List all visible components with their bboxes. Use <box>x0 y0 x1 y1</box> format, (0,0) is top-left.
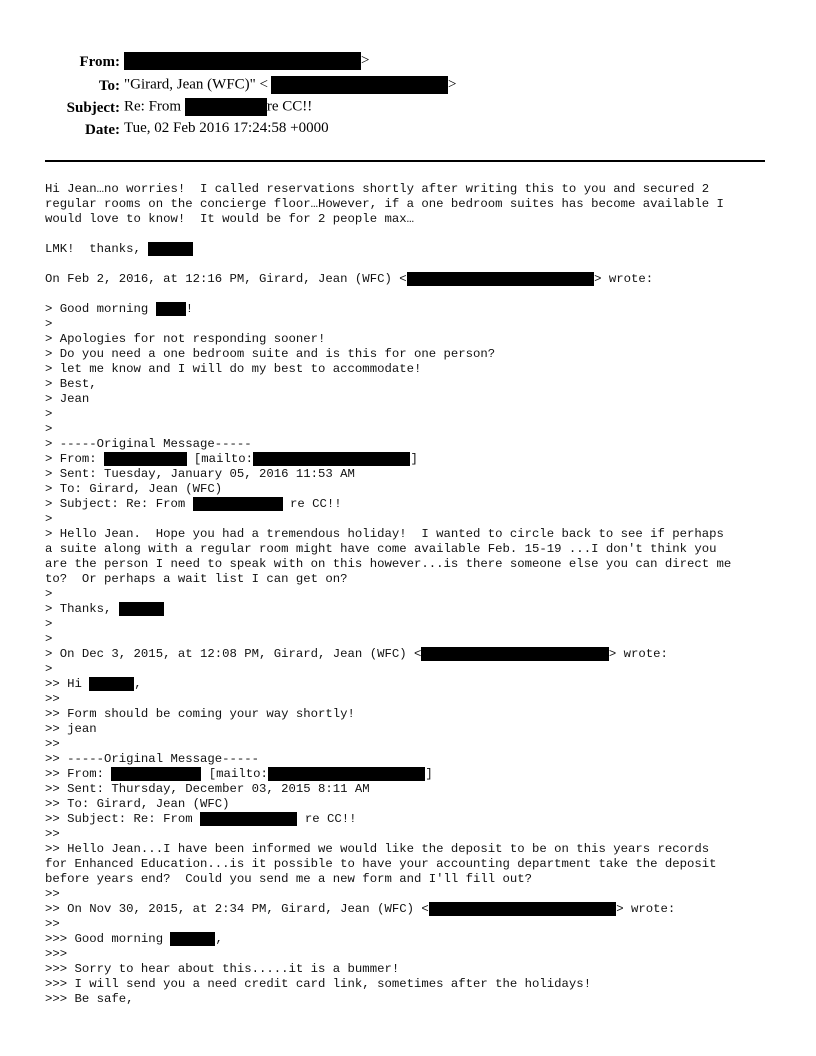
header-divider <box>45 160 765 162</box>
line-text: > Hello Jean. Hope you had a tremendous holiday! I wanted to circle back to see if perhaps <box>45 527 724 541</box>
line-text: > Sent: Tuesday, January 05, 2016 11:53 AM <box>45 467 355 481</box>
body-line <box>45 242 785 257</box>
line-text: are the person I need to speak with on this however...is there someone else you can direct me <box>45 557 732 571</box>
line-text: to? Or perhaps a wait list I can get on? <box>45 572 348 586</box>
body-line <box>45 482 785 497</box>
body-line <box>45 602 785 617</box>
line-text: > Good morning <box>45 302 156 316</box>
line-text-after: re CC!! <box>282 497 342 511</box>
line-text: >> <box>45 887 60 901</box>
line-text: Hi Jean…no worries! I called reservations shortly after writing this to you and secured 2 <box>45 182 710 196</box>
body-line <box>45 212 785 227</box>
line-text: > <box>45 632 53 646</box>
body-line <box>45 842 785 857</box>
line-text: >> From: <box>45 767 112 781</box>
line-text: >> Sent: Thursday, December 03, 2015 8:11 AM <box>45 782 370 796</box>
to-row <box>0 76 120 96</box>
redaction-block <box>193 497 283 511</box>
body-line <box>45 227 785 242</box>
body-line <box>45 677 785 692</box>
to-close-bracket: > <box>448 76 457 93</box>
body-line <box>45 527 785 542</box>
body-line <box>45 332 785 347</box>
date-value: Tue, 02 Feb 2016 17:24:58 +0000 <box>124 120 329 136</box>
line-text: regular rooms on the concierge floor…However, if a one bedroom suites has become available I <box>45 197 724 211</box>
subject-suffix: re CC!! <box>266 98 313 115</box>
body-line <box>45 392 785 407</box>
body-line <box>45 437 785 452</box>
line-text: > <box>45 512 53 526</box>
line-text-after: > wrote: <box>608 647 668 661</box>
line-text: > To: Girard, Jean (WFC) <box>45 482 223 496</box>
line-text: >> <box>45 827 60 841</box>
redaction-block <box>185 98 267 116</box>
line-text: > Apologies for not responding sooner! <box>45 332 326 346</box>
line-text: >> On Nov 30, 2015, at 2:34 PM, Girard, Jean (WFC) < <box>45 902 429 916</box>
body-line <box>45 377 785 392</box>
line-text-after: , <box>215 932 223 946</box>
line-text: >>> Good morning <box>45 932 171 946</box>
body-line <box>45 542 785 557</box>
line-text-after: > wrote: <box>616 902 676 916</box>
body-line <box>45 557 785 572</box>
line-text: >> Hello Jean...I have been informed we would like the deposit to be on this years records <box>45 842 710 856</box>
redaction-block <box>429 902 617 916</box>
body-line <box>45 962 785 977</box>
redaction-block <box>268 767 426 781</box>
email-body <box>45 182 785 1007</box>
body-line <box>45 512 785 527</box>
line-text: >> <box>45 737 60 751</box>
body-line <box>45 182 785 197</box>
body-line <box>45 992 785 1007</box>
redaction-block <box>119 602 164 616</box>
line-text: >> Hi <box>45 677 90 691</box>
from-row <box>0 52 120 72</box>
body-line <box>45 827 785 842</box>
line-text: >>> <box>45 947 68 961</box>
line-text: would love to know! It would be for 2 people max… <box>45 212 414 226</box>
line-text-after: re CC!! <box>297 812 357 826</box>
body-line <box>45 197 785 212</box>
redaction-block <box>124 52 361 70</box>
line-text: > <box>45 587 53 601</box>
line-text: > <box>45 662 53 676</box>
redaction-block <box>271 76 448 94</box>
body-line <box>45 932 785 947</box>
line-text: > <box>45 317 53 331</box>
body-line <box>45 857 785 872</box>
line-text: > <box>45 407 53 421</box>
to-label: To: <box>98 78 120 94</box>
body-line <box>45 497 785 512</box>
line-text: > let me know and I will do my best to accommodate! <box>45 362 422 376</box>
line-text-after: ! <box>185 302 194 316</box>
body-line <box>45 617 785 632</box>
line-text: >>> Be safe, <box>45 992 134 1006</box>
body-line <box>45 287 785 302</box>
body-line <box>45 872 785 887</box>
line-text: > Best, <box>45 377 97 391</box>
redaction-block <box>407 272 595 286</box>
redaction-block <box>421 647 609 661</box>
body-line <box>45 467 785 482</box>
from-close-bracket: > <box>361 52 370 69</box>
body-line <box>45 572 785 587</box>
body-line <box>45 917 785 932</box>
to-name: "Girard, Jean (WFC)" < <box>124 76 269 93</box>
body-line <box>45 407 785 422</box>
body-line <box>45 767 785 782</box>
subject-value <box>124 98 312 116</box>
body-line <box>45 662 785 677</box>
line-text: On Feb 2, 2016, at 12:16 PM, Girard, Jean (WFC) < <box>45 272 407 286</box>
from-label: From: <box>79 54 120 70</box>
body-line <box>45 737 785 752</box>
redaction-block <box>148 242 193 256</box>
line-text-after: [mailto: <box>201 767 268 781</box>
line-text: LMK! thanks, <box>45 242 149 256</box>
body-line <box>45 887 785 902</box>
line-text: for Enhanced Education...is it possible to have your accounting department take the deposit <box>45 857 717 871</box>
line-text: >>> I will send you a need credit card link, sometimes after the holidays! <box>45 977 592 991</box>
line-text: > Do you need a one bedroom suite and is this for one person? <box>45 347 496 361</box>
body-line <box>45 752 785 767</box>
body-line <box>45 812 785 827</box>
redaction-block <box>89 677 134 691</box>
line-text: >> Form should be coming your way shortly! <box>45 707 355 721</box>
body-line <box>45 422 785 437</box>
date-row <box>0 120 120 140</box>
body-line <box>45 902 785 917</box>
body-line <box>45 347 785 362</box>
line-text: a suite along with a regular room might have come available Feb. 15-19 ...I don't think you <box>45 542 717 556</box>
body-line <box>45 977 785 992</box>
line-text: >>> Sorry to hear about this.....it is a bummer! <box>45 962 400 976</box>
redaction-block <box>170 932 215 946</box>
line-text: > Subject: Re: From <box>45 497 193 511</box>
body-line <box>45 317 785 332</box>
line-text: > Thanks, <box>45 602 119 616</box>
date-label: Date: <box>85 122 120 138</box>
to-value <box>124 76 456 94</box>
body-line <box>45 722 785 737</box>
subject-row <box>0 98 120 118</box>
body-line <box>45 947 785 962</box>
redaction-block <box>111 767 201 781</box>
body-line <box>45 647 785 662</box>
redaction-block <box>104 452 187 466</box>
line-text: >> -----Original Message----- <box>45 752 260 766</box>
line-text-after: > wrote: <box>594 272 654 286</box>
line-text: > On Dec 3, 2015, at 12:08 PM, Girard, Jean (WFC) < <box>45 647 422 661</box>
subject-prefix: Re: From <box>124 98 185 115</box>
body-line <box>45 257 785 272</box>
redaction-block <box>156 302 186 316</box>
from-value <box>124 52 369 70</box>
body-line <box>45 782 785 797</box>
body-line <box>45 587 785 602</box>
body-line <box>45 632 785 647</box>
body-line <box>45 362 785 377</box>
line-text: >> jean <box>45 722 97 736</box>
line-text: > Jean <box>45 392 90 406</box>
line-text: before years end? Could you send me a new form and I'll fill out? <box>45 872 533 886</box>
body-line <box>45 707 785 722</box>
line-text-after: [mailto: <box>186 452 253 466</box>
body-line <box>45 797 785 812</box>
body-line <box>45 302 785 317</box>
line-text: > <box>45 617 53 631</box>
line-text: > From: <box>45 452 105 466</box>
line-text: >> <box>45 917 60 931</box>
line-text: >> Subject: Re: From <box>45 812 200 826</box>
line-text: >> <box>45 692 60 706</box>
line-text: > <box>45 422 53 436</box>
body-line <box>45 272 785 287</box>
line-text: > -----Original Message----- <box>45 437 252 451</box>
line-text: >> To: Girard, Jean (WFC) <box>45 797 230 811</box>
body-line <box>45 452 785 467</box>
body-line <box>45 692 785 707</box>
line-text-after: ] <box>410 452 418 466</box>
redaction-block <box>253 452 411 466</box>
redaction-block <box>200 812 298 826</box>
subject-label: Subject: <box>66 100 120 116</box>
line-text-after: ] <box>425 767 433 781</box>
line-text-after: , <box>134 677 142 691</box>
